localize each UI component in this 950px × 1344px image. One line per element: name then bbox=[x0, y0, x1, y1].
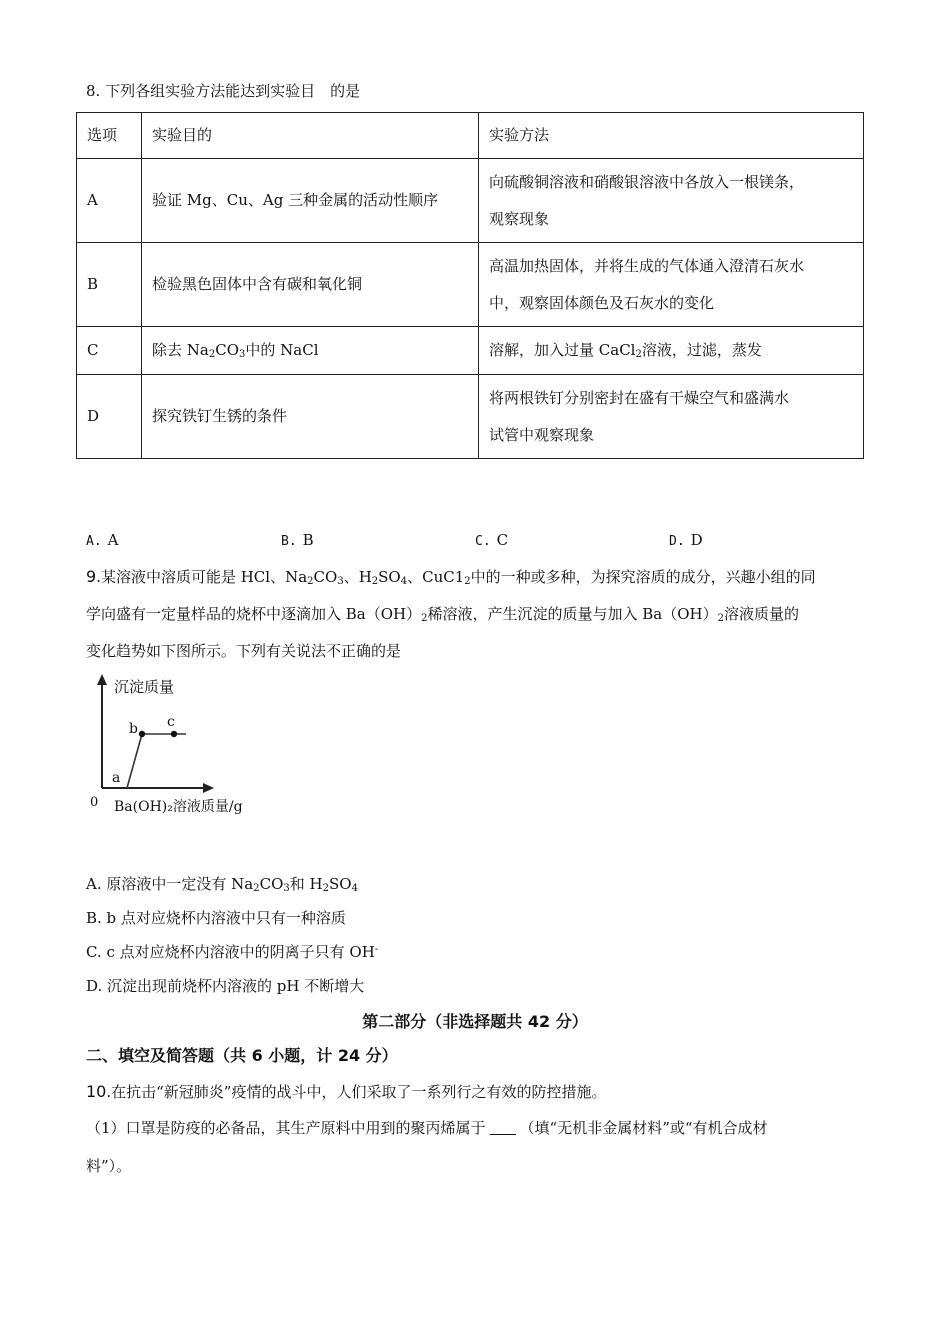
row-purpose: 检验黑色固体中含有碳和氧化铜 bbox=[142, 243, 479, 327]
answer-blank[interactable] bbox=[490, 1120, 516, 1135]
q8-choice-d[interactable]: D. D bbox=[669, 531, 703, 549]
q10-sub1-cont: 料”）。 bbox=[86, 1157, 132, 1175]
q9-stem-line1: 9.某溶液中溶质可能是 HCl、$Na_2CO_3$、$H_2SO_4$、$CuC1_2$中的一种或多种，为探究溶质的成分，兴趣小组的同 bbox=[86, 567, 816, 587]
label-a: a bbox=[112, 770, 121, 786]
y-axis-label: 沉淀质量 bbox=[114, 678, 175, 696]
header-method: 实验方法 bbox=[479, 113, 864, 159]
q9-stem-line3: 变化趋势如下图所示。下列有关说法不正确的是 bbox=[86, 642, 402, 660]
q9-option-b[interactable]: B. b 点对应烧杯内溶液中只有一种溶质 bbox=[86, 909, 346, 927]
purpose-part: CO bbox=[215, 341, 239, 359]
method-part: 溶解，加入过量 CaCl bbox=[489, 341, 636, 359]
q8-choice-b[interactable]: B. B bbox=[281, 531, 314, 549]
row-purpose: 除去 $Na_2CO_3$中的 NaCl bbox=[142, 327, 479, 375]
q9-stem-line2: 学向盛有一定量样品的烧杯中逐滴加入 $Ba(OH)_2$稀溶液，产生沉淀的质量与加入 $Ba(OH)_2$溶液质量的 bbox=[86, 605, 800, 624]
row-purpose: 验证 Mg、Cu、Ag 三种金属的活动性顺序 bbox=[142, 159, 479, 243]
q10-number: 10 bbox=[86, 1082, 107, 1101]
header-option: 选项 bbox=[77, 113, 142, 159]
table-row bbox=[77, 159, 864, 243]
table-header-row bbox=[77, 113, 864, 159]
label-c: c bbox=[167, 714, 175, 730]
header-purpose: 实验目的 bbox=[142, 113, 479, 159]
q8-choice-c[interactable]: C. C bbox=[475, 531, 509, 549]
q9-number: 9 bbox=[86, 567, 97, 586]
origin-label: 0 bbox=[90, 795, 99, 810]
method-line: 观察现象 bbox=[489, 209, 550, 228]
row-method: 溶解，加入过量 CaCl$_2$溶液，过滤，蒸发 bbox=[479, 327, 864, 375]
row-option: D bbox=[77, 375, 142, 459]
method-line: 高温加热固体，并将生成的气体通入澄清石灰水 bbox=[489, 256, 805, 275]
table-row bbox=[77, 327, 864, 375]
row-option: B bbox=[77, 243, 142, 327]
row-option: C bbox=[77, 327, 142, 375]
q10-sub1: （1）口罩是防疫的必备品，其生产原料中用到的聚丙烯属于 （填“无机非金属材料”或“有机合成材 bbox=[86, 1119, 768, 1137]
method-line: 向硫酸铜溶液和硝酸银溶液中各放入一根镁条， bbox=[489, 172, 805, 191]
point-b bbox=[139, 731, 145, 737]
x-axis-label: Ba(OH)₂溶液质量/g bbox=[114, 799, 243, 815]
q9-option-c[interactable]: C. c 点对应烧杯内溶液中的阴离子只有 OH- bbox=[86, 943, 379, 961]
curve-rising bbox=[127, 734, 142, 788]
q10-stem: 10.在抗击“新冠肺炎”疫情的战斗中，人们采取了一系列行之有效的防控措施。 bbox=[86, 1082, 607, 1101]
q8-stem: 8. 下列各组实验方法能达到实验目 的是 bbox=[86, 82, 361, 100]
q9-precipitate-graph bbox=[80, 668, 280, 824]
section-title: 二、填空及简答题（共 6 小题，计 24 分） bbox=[86, 1046, 398, 1065]
row-method bbox=[479, 159, 864, 243]
method-line: 将两根铁钉分别密封在盛有干燥空气和盛满水 bbox=[489, 388, 790, 407]
row-option: A bbox=[77, 159, 142, 243]
row-method bbox=[479, 375, 864, 459]
purpose-part: 除去 Na bbox=[152, 341, 209, 359]
method-line: 试管中观察现象 bbox=[489, 425, 595, 444]
row-purpose: 探究铁钉生锈的条件 bbox=[142, 375, 479, 459]
row-method bbox=[479, 243, 864, 327]
method-part: 溶液，过滤，蒸发 bbox=[641, 341, 762, 359]
label-b: b bbox=[129, 721, 138, 737]
method-line: 中，观察固体颜色及石灰水的变化 bbox=[489, 293, 715, 312]
q9-option-d[interactable]: D. 沉淀出现前烧杯内溶液的 pH 不断增大 bbox=[86, 977, 365, 995]
table-row bbox=[77, 375, 864, 459]
x-axis-arrow-icon bbox=[203, 783, 214, 793]
point-c bbox=[171, 731, 177, 737]
y-axis-arrow-icon bbox=[97, 674, 107, 685]
q8-table bbox=[76, 112, 864, 459]
purpose-part: 中的 NaCl bbox=[245, 341, 319, 359]
table-row bbox=[77, 243, 864, 327]
part2-title: 第二部分（非选择题共 42 分） bbox=[362, 1012, 588, 1031]
q9-option-a[interactable]: A. 原溶液中一定没有 $Na_2CO_3$和 $H_2SO_4$ bbox=[86, 875, 358, 894]
q8-choice-a[interactable]: A. A bbox=[86, 531, 119, 549]
